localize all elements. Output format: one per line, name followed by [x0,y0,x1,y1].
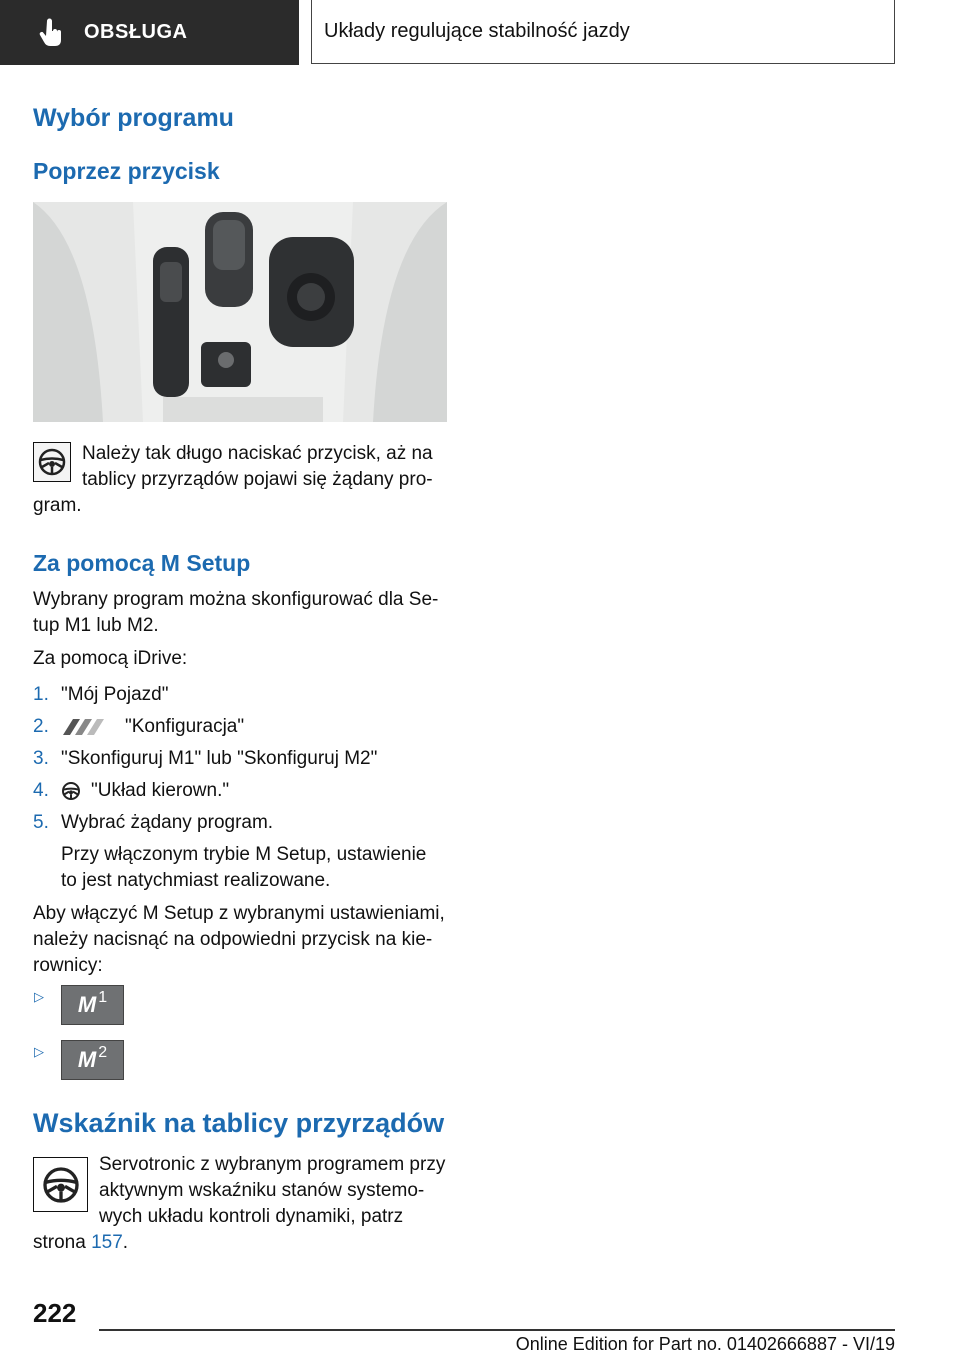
m1-sup: 1 [98,989,108,1006]
indicator-line4 [33,1230,128,1256]
bullet-triangle-icon: ▷ [34,1044,44,1059]
msetup-intro-line1: Wybrany program można skonfigurować dla Se- [33,589,439,610]
step5-note-line1: Przy włączonym trybie M Setup, ustawienie [61,844,427,865]
note1-line3: gram. [33,495,82,516]
step5-note-line2: to jest natychmiast realizowane. [61,870,331,891]
heading-indicator: Wskaźnik na tablicy przyrządów [33,1108,445,1138]
note1-line2: tablicy przyrządów pojawi się żądany pro- [82,469,433,490]
step-text: "Skonfiguruj M1" lub "Skonfiguruj M2" [61,748,378,769]
step-number: 4. [33,780,49,801]
header-tab [0,0,299,65]
step-number: 1. [33,684,49,705]
footer-edition: Online Edition for Part no. 01402666887 - VI/19 [515,1334,895,1354]
activate-line3: rownicy: [33,955,103,976]
activate-line2: należy nacisnąć na odpowiedni przycisk na kie- [33,929,433,950]
m1-button-image [61,985,124,1025]
list-item [33,778,229,804]
step-text: "Układ kierown." [91,780,230,801]
list-item [33,810,273,836]
steering-note-icon-box [33,442,71,482]
steering-wheel-icon [41,1165,81,1205]
steering-wheel-icon [61,781,81,801]
footer-rule [99,1329,895,1331]
page-link-157[interactable]: 157 [91,1232,123,1253]
msetup-intro-line2: tup M1 lub M2. [33,615,159,636]
indicator-line2: aktywnym wskaźniku stanów systemo- [99,1180,425,1201]
hand-pointer-icon [38,18,64,48]
step-number: 5. [33,812,49,833]
indicator-period: . [122,1232,129,1253]
header-section [311,0,895,64]
header-section-title: Układy regulujące stabilność jazdy [324,20,630,42]
indicator-strona: strona [33,1232,86,1253]
heading-by-button: Poprzez przycisk [33,158,220,184]
heading-m-setup: Za pomocą M Setup [33,550,251,576]
step-number: 3. [33,748,49,769]
m2-button-image [61,1040,124,1080]
m2-sup: 2 [98,1044,108,1061]
list-item [33,746,377,772]
note1-line1: Należy tak długo naciskać przycisk, aż na [82,443,433,464]
list-item [33,682,168,708]
msetup-idrive: Za pomocą iDrive: [33,648,188,669]
steering-wheel-icon [37,447,67,477]
step-text: "Mój Pojazd" [61,684,169,705]
m1-label: M [77,992,97,1017]
indicator-line1: Servotronic z wybranym programem przy [99,1154,446,1175]
step-text: Wybrać żądany program. [61,812,274,833]
indicator-icon-box [33,1157,88,1212]
activate-line1: Aby włączyć M Setup z wybranymi ustawieniami, [33,903,445,924]
header-tab-label: OBSŁUGA [84,21,188,43]
step-text: "Konfiguracja" [125,716,245,737]
bullet-triangle-icon: ▷ [34,989,44,1004]
page-number: 222 [33,1298,77,1328]
indicator-line3: wych układu kontroli dynamiki, patrz [99,1206,404,1227]
m2-label: M [77,1047,97,1072]
m-stripes-icon [61,717,117,737]
center-console-photo [33,202,447,422]
list-item [33,714,244,740]
step-number: 2. [33,716,49,737]
heading-program-selection: Wybór programu [33,104,234,132]
